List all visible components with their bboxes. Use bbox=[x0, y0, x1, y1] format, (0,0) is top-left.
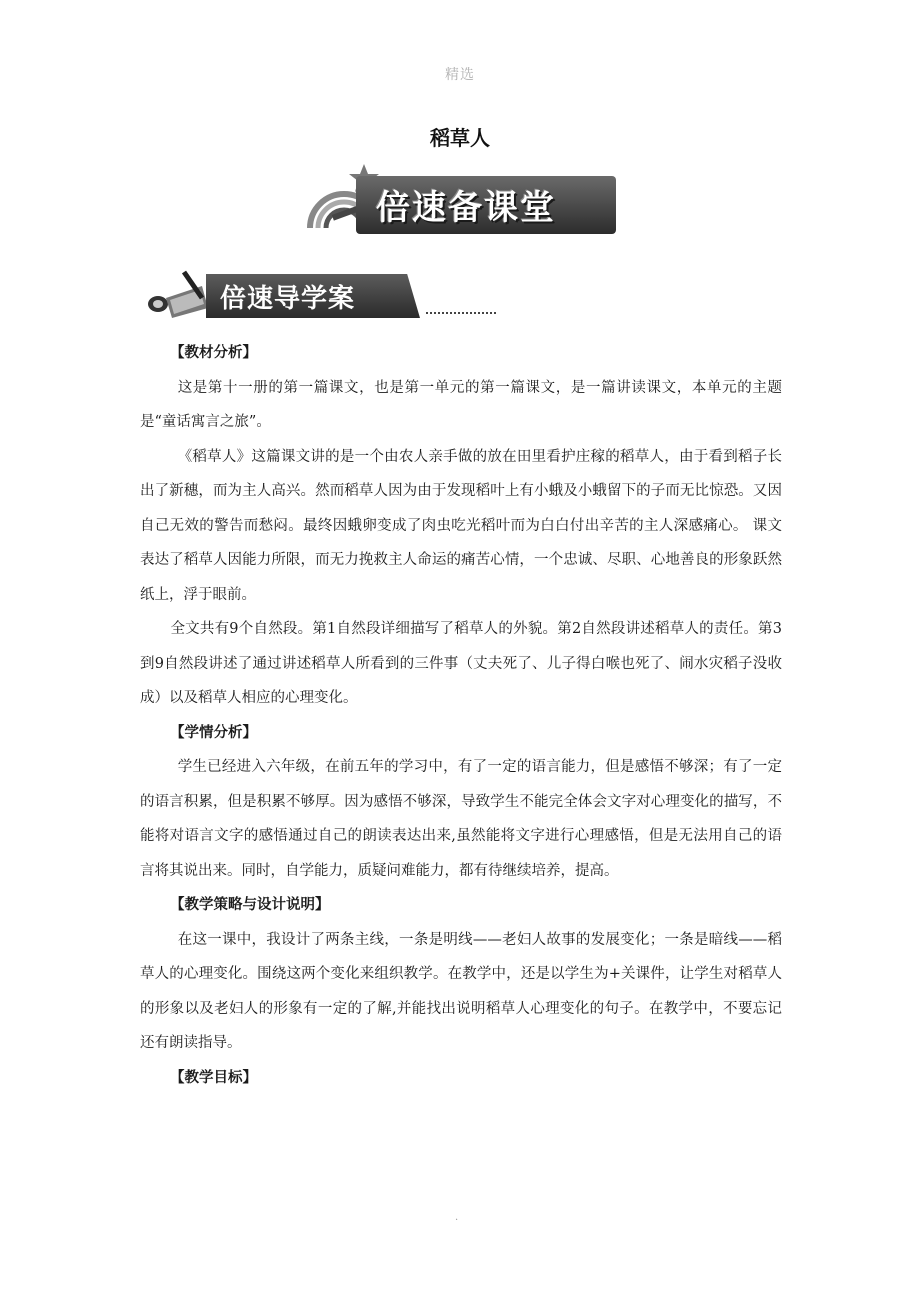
document-body bbox=[140, 336, 782, 1095]
paragraph-student-analysis: 学生已经进入六年级，在前五年的学习中，有了一定的语言能力，但是感悟不够深；有了一定的语言积累，但是积累不够厚。因为感悟不够深，导致学生不能完全体会文字对心理变化的描写，不能将对语言文字的感悟通过自己的朗读表达出来,虽然能将文字进行心理感悟，但是无法用自己的语言将其说出来。同时，自学能力，质疑问难能力，都有待继续培养，提高。 bbox=[140, 759, 782, 879]
book-pen-emblem-icon bbox=[144, 264, 214, 324]
section-heading-textbook-analysis: 【教材分析】 bbox=[170, 344, 257, 361]
banner-secondary bbox=[144, 264, 500, 324]
footer-mark: . bbox=[455, 1212, 459, 1223]
paragraph-textbook-3: 全文共有9个自然段。第1自然段详细描写了稻草人的外貌。第2自然段讲述稻草人的责任。第3到9自然段讲述了通过讲述稻草人所看到的三件事（丈夫死了、儿子得白喉也死了、闹水灾稻子没收成）以及稻草人相应的心理变化。 bbox=[140, 621, 782, 706]
banner-dotted-line bbox=[426, 312, 496, 314]
section-heading-objectives: 【教学目标】 bbox=[170, 1068, 257, 1086]
paragraph-strategy: 在这一课中，我设计了两条主线，一条是明线——老妇人故事的发展变化；一条是暗线——稻草人的心理变化。围绕这两个变化来组织教学。在教学中，还是以学生为+关课件，让学生对稻草人的形象以及老妇人的形象有一定的了解,并能找出说明稻草人心理变化的句子。在教学中，不要忘记还有朗读指导。 bbox=[140, 931, 782, 1051]
section-heading-strategy: 【教学策略与设计说明】 bbox=[170, 896, 330, 913]
header-watermark: 精选 bbox=[445, 67, 475, 83]
paragraph-textbook-1: 这是第十一册的第一篇课文，也是第一单元的第一篇课文，是一篇讲读课文，本单元的主题是“童话寓言之旅”。 bbox=[140, 379, 782, 430]
page-title: 稻草人 bbox=[430, 126, 490, 150]
banner-secondary-label: 倍速导学案 bbox=[220, 284, 356, 314]
banner-primary bbox=[302, 162, 618, 238]
paragraph-textbook-2: 《稻草人》这篇课文讲的是一个由农人亲手做的放在田里看护庄稼的稻草人，由于看到稻子长出了新穗，而为主人高兴。然而稻草人因为由于发现稻叶上有小蛾及小蛾留下的子而无比惊恐。又因自己无效的警告而愁闷。最终因蛾卵变成了肉虫吃光稻叶而为白白付出辛苦的主人深感痛心。 课文表达了稻草人因能力所限，而无力挽救主人命运的痛苦心情，一个忠诚、尽职、心地善良的形象跃然纸上，浮于眼前。 bbox=[140, 448, 782, 603]
banner-primary-label: 倍速备课堂 bbox=[376, 188, 556, 228]
section-heading-student-analysis: 【学情分析】 bbox=[170, 723, 257, 741]
